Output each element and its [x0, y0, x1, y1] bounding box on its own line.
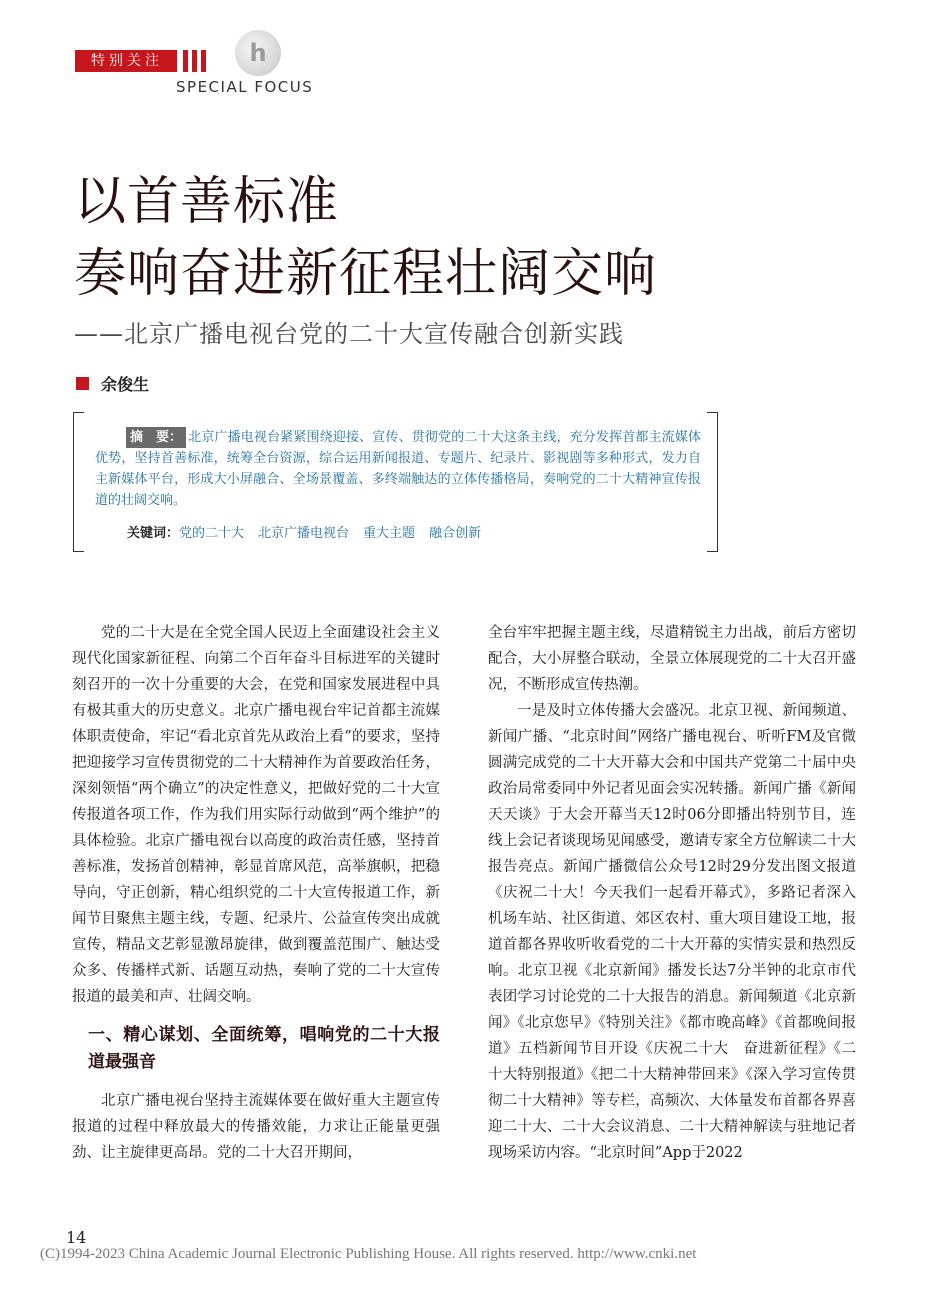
- keyword: 重大主题: [363, 526, 416, 541]
- page-number: 14: [66, 1228, 87, 1247]
- special-focus-label: SPECIAL FOCUS: [176, 78, 314, 96]
- body-paragraph: 党的二十大是在全党全国人民迈上全面建设社会主义现代化国家新征程、向第二个百年奋斗目标进军的关键时刻召开的一次十分重要的大会，在党和国家发展进程中具有极其重大的历史意义。北京广播电视台牢记首都主流媒体职责使命，牢记“看北京首先从政治上看”的要求，坚持把迎接学习宣传贯彻党的二十大精神作为首要政治任务，深刻领悟“两个确立”的决定性意义，把做好党的二十大宣传报道各项工作，作为我们用实际行动做到“两个维护”的具体检验。北京广播电视台以高度的政治责任感，坚持首善标准，发扬首创精神，彰显首席风范，高举旗帜，把稳导向，守正创新，精心组织党的二十大宣传报道工作，新闻节目聚焦主题主线，专题、纪录片、公益宣传突出成就宣传，精品文艺彰显激昂旋律，做到覆盖范围广、触达受众多、传播样式新、话题互动热，奏响了党的二十大宣传报道的最美和声、壮阔交响。: [72, 625, 440, 1005]
- article-subtitle: ——北京广播电视台党的二十大宣传融合创新实践: [74, 320, 624, 348]
- section-ribbon: [75, 39, 267, 72]
- article-title-line1: 以首善标准: [74, 172, 340, 232]
- author-bullet-icon: [76, 377, 89, 390]
- keywords-line: [127, 522, 495, 541]
- journal-logo-icon: h: [235, 30, 281, 76]
- ribbon-stripe: [192, 50, 197, 72]
- abstract-box: [73, 412, 718, 550]
- article-title-line2: 奏响奋进新征程壮阔交响: [74, 244, 658, 304]
- section-heading: 一、精心谋划、全面统筹，唱响党的二十大报道最强音: [88, 1025, 440, 1072]
- keyword: 北京广播电视台: [258, 526, 350, 541]
- body-paragraph: 全台牢牢把握主题主线，尽遣精锐主力出战，前后方密切配合，大小屏整合联动，全景立体展现党的二十大召开盛况，不断形成宣传热潮。: [488, 625, 856, 693]
- body-column-right: [488, 620, 856, 1166]
- ribbon-stripe: [183, 50, 188, 72]
- abstract-bracket-right: [707, 412, 718, 552]
- author-line: [76, 372, 149, 395]
- body-paragraph: 一是及时立体传播大会盛况。北京卫视、新闻频道、新闻广播、“北京时间”网络广播电视台、听听FM及官微圆满完成党的二十大开幕大会和中国共产党第二十届中央政治局常委同中外记者见面会实况转播。新闻广播《新闻天天谈》于大会开幕当天12时06分即播出特别节目，连线上会记者谈现场见闻感受，邀请专家全方位解读二十大报告亮点。新闻广播微信公众号12时29分发出图文报道《庆祝二十大！今天我们一起看开幕式》，多路记者深入机场车站、社区街道、郊区农村、重大项目建设工地，报道首都各界收听收看党的二十大开幕的实情实景和热烈反响。北京卫视《北京新闻》播发长达7分半钟的北京市代表团学习讨论党的二十大报告的消息。新闻频道《北京新闻》《北京您早》《特别关注》《都市晚高峰》《首都晚间报道》五档新闻节目开设《庆祝二十大 奋进新征程》《二十大特别报道》《把二十大精神带回来》《深入学习宣传贯彻二十大精神》等专栏，高频次、大体量发布首都各界喜迎二十大、二十大会议消息、二十大精神解读与驻地记者现场采访内容。“北京时间”App于2022: [488, 703, 856, 1161]
- body-column-left: [72, 620, 440, 1166]
- section-label: 特别关注: [75, 50, 177, 72]
- ribbon-stripe: [201, 50, 206, 72]
- abstract-text: [95, 427, 701, 511]
- abstract-bracket-left: [73, 412, 84, 552]
- abstract-body: 北京广播电视台紧紧围绕迎接、宣传、贯彻党的二十大这条主线，充分发挥首都主流媒体优势，坚持首善标准，统筹全台资源，综合运用新闻报道、专题片、纪录片、影视剧等多种形式，发力自主新媒体平台，形成大小屏融合、全场景覆盖、多终端触达的立体传播格局，奏响党的二十大精神宣传报道的壮阔交响。: [95, 430, 701, 508]
- keywords-label: 关键词：: [127, 526, 180, 541]
- abstract-label: 摘 要：: [126, 427, 186, 448]
- body-paragraph: 北京广播电视台坚持主流媒体要在做好重大主题宣传报道的过程中释放最大的传播效能，力求让正能量更强劲、让主旋律更高昂。党的二十大召开期间，: [72, 1093, 440, 1161]
- copyright-notice: (C)1994-2023 China Academic Journal Electronic Publishing House. All rights reserved. http://www.cnki.net: [40, 1246, 697, 1262]
- author-name: 余俊生: [101, 375, 150, 394]
- keyword: 党的二十大: [179, 526, 245, 541]
- keyword: 融合创新: [429, 526, 482, 541]
